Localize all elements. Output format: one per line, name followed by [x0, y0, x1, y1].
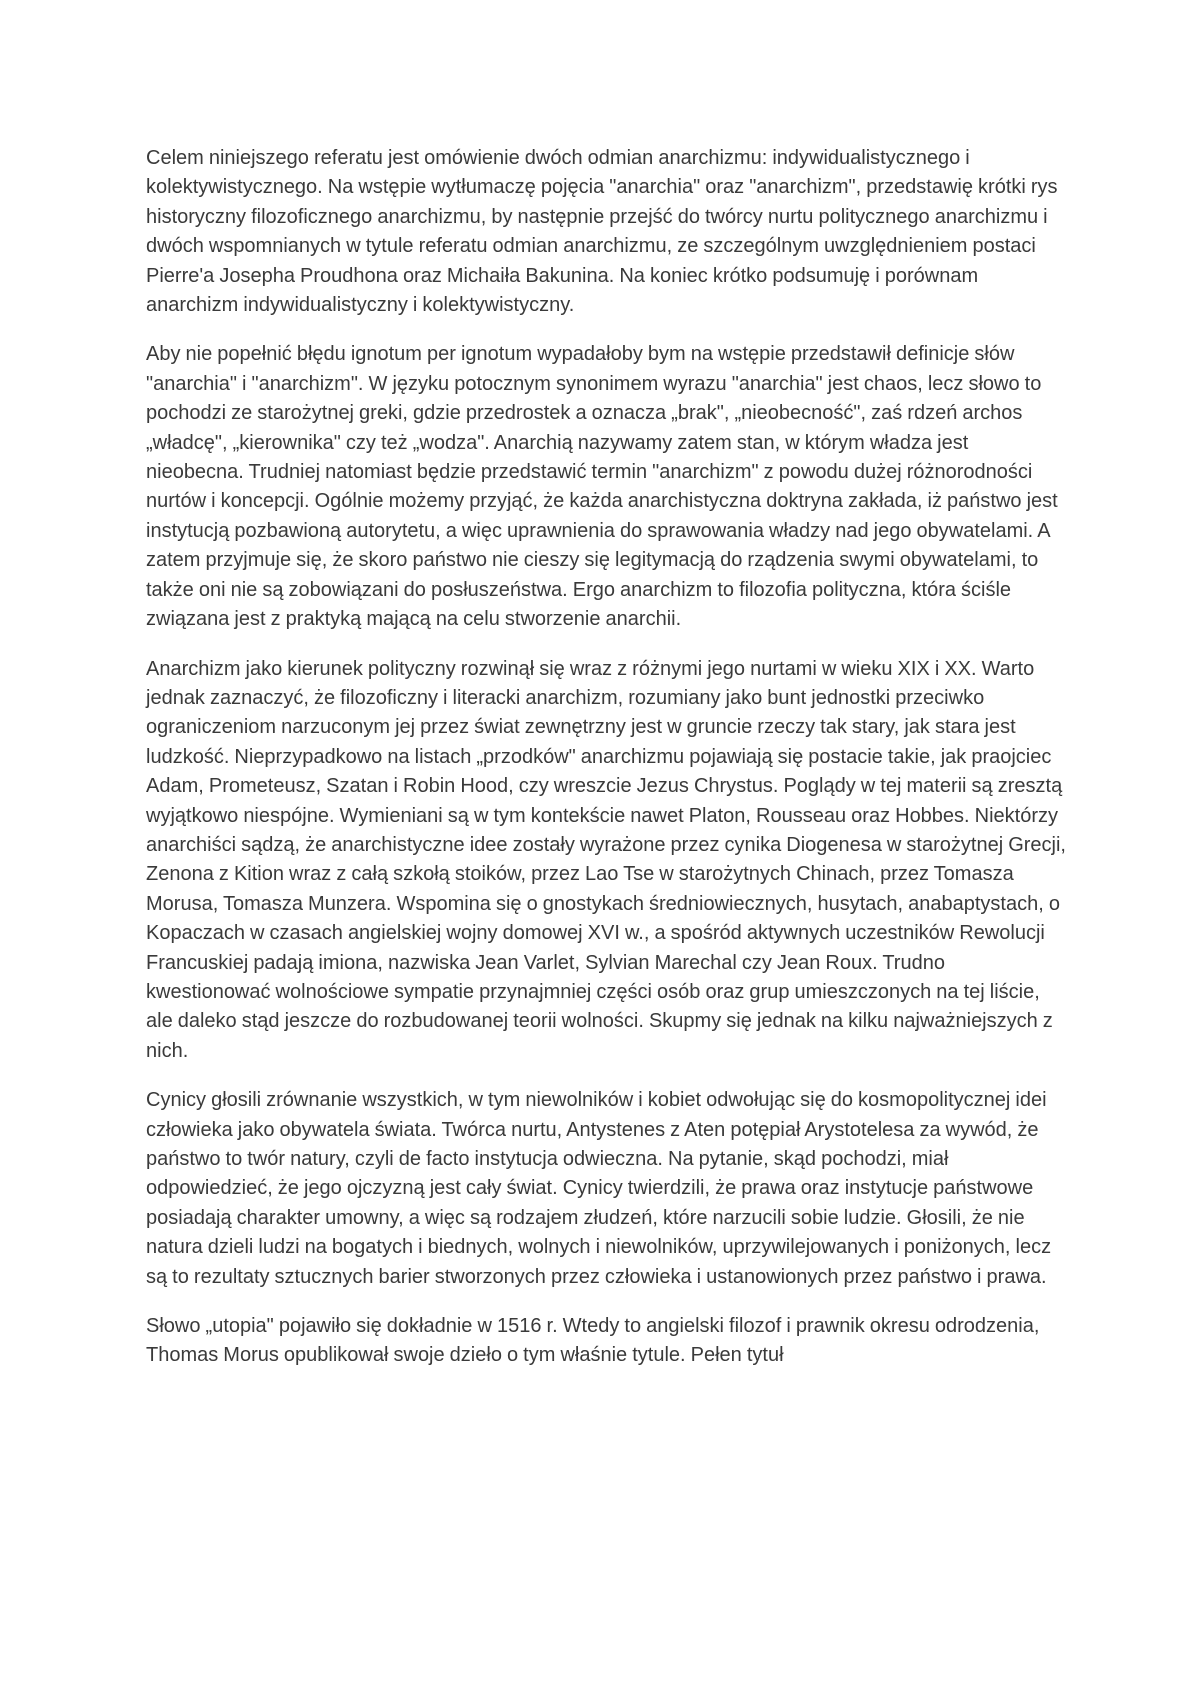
paragraph-definitions: Aby nie popełnić błędu ignotum per ignotum wypadałoby bym na wstępie przedstawił definicje słów "anarchia" i "anarchizm". W języku potocznym synonimem wyrazu "anarchia" jest chaos, lecz słowo to pochodzi ze starożytnej greki, gdzie przedrostek a oznacza „brak", „nieobecność", zaś rdzeń archos „władcę", „kierownika" czy też „wodza". Anarchią nazywamy zatem stan, w którym władza jest nieobecna. Trudniej natomiast będzie przedstawić termin "anarchizm" z powodu dużej różnorodności nurtów i koncepcji. Ogólnie możemy przyjąć, że każda anarchistyczna doktryna zakłada, iż państwo jest instytucją pozbawioną autorytetu, a więc uprawnienia do sprawowania władzy nad jego obywatelami. A zatem przyjmuje się, że skoro państwo nie cieszy się legitymacją do rządzenia swymi obywatelami, to także oni nie są zobowiązani do posłuszeństwa. Ergo anarchizm to filozofia polityczna, która ściśle związana jest z praktyką mającą na celu stworzenie anarchii. — [146, 343, 1058, 631]
document-body — [146, 144, 1066, 1391]
paragraph-history: Anarchizm jako kierunek polityczny rozwinął się wraz z różnymi jego nurtami w wieku XIX i XX. Warto jednak zaznaczyć, że filozoficzny i literacki anarchizm, rozumiany jako bunt jednostki przeciwko ograniczeniom narzuconym jej przez świat zewnętrzny jest w gruncie rzeczy tak stary, jak stara jest ludzkość. Nieprzypadkowo na listach „przodków" anarchizmu pojawiają się postacie takie, jak praojciec Adam, Prometeusz, Szatan i Robin Hood, czy wreszcie Jezus Chrystus. Poglądy w tej materii są zresztą wyjątkowo niespójne. Wymieniani są w tym kontekście nawet Platon, Rousseau oraz Hobbes. Niektórzy anarchiści sądzą, że anarchistyczne idee zostały wyrażone przez cynika Diogenesa w starożytnej Grecji, Zenona z Kition wraz z całą szkołą stoików, przez Lao Tse w starożytnych Chinach, przez Tomasza Morusa, Tomasza Munzera. Wspomina się o gnostykach średniowiecznych, husytach, anabaptystach, o Kopaczach w czasach angielskiej wojny domowej XVI w., a spośród aktywnych uczestników Rewolucji Francuskiej padają imiona, nazwiska Jean Varlet, Sylvian Marechal czy Jean Roux. Trudno kwestionować wolnościowe sympatie przynajmniej części osób oraz grup umieszczonych na tej liście, ale daleko stąd jeszcze do rozbudowanej teorii wolności. Skupmy się jednak na kilku najważniejszych z nich. — [146, 657, 1066, 1062]
paragraph-utopia: Słowo „utopia" pojawiło się dokładnie w 1516 r. Wtedy to angielski filozof i prawnik okresu odrodzenia, Thomas Morus opublikował swoje dzieło o tym właśnie tytule. Pełen tytuł — [146, 1315, 1040, 1367]
paragraph-cynics: Cynicy głosili zrównanie wszystkich, w tym niewolników i kobiet odwołując się do kosmopolitycznej idei człowieka jako obywatela świata. Twórca nurtu, Antystenes z Aten potępiał Arystotelesa za wywód, że państwo to twór natury, czyli de facto instytucja odwieczna. Na pytanie, skąd pochodzi, miał odpowiedzieć, że jego ojczyzną jest cały świat. Cynicy twierdzili, że prawa oraz instytucje państwowe posiadają charakter umowny, a więc są rodzajem złudzeń, które narzucili sobie ludzie. Głosili, że nie natura dzieli ludzi na bogatych i biednych, wolnych i niewolników, uprzywilejowanych i poniżonych, lecz są to rezultaty sztucznych barier stworzonych przez człowieka i ustanowionych przez państwo i prawa. — [146, 1089, 1052, 1288]
paragraph-intro: Celem niniejszego referatu jest omówienie dwóch odmian anarchizmu: indywidualistycznego i kolektywistycznego. Na wstępie wytłumaczę pojęcia "anarchia" oraz "anarchizm", przedstawię krótki rys historyczny filozoficznego anarchizmu, by następnie przejść do twórcy nurtu politycznego anarchizmu i dwóch wspomnianych w tytule referatu odmian anarchizmu, ze szczególnym uwzględnieniem postaci Pierre'a Josepha Proudhona oraz Michaiła Bakunina. Na koniec krótko podsumuję i porównam anarchizm indywidualistyczny i kolektywistyczny. — [146, 147, 1058, 317]
